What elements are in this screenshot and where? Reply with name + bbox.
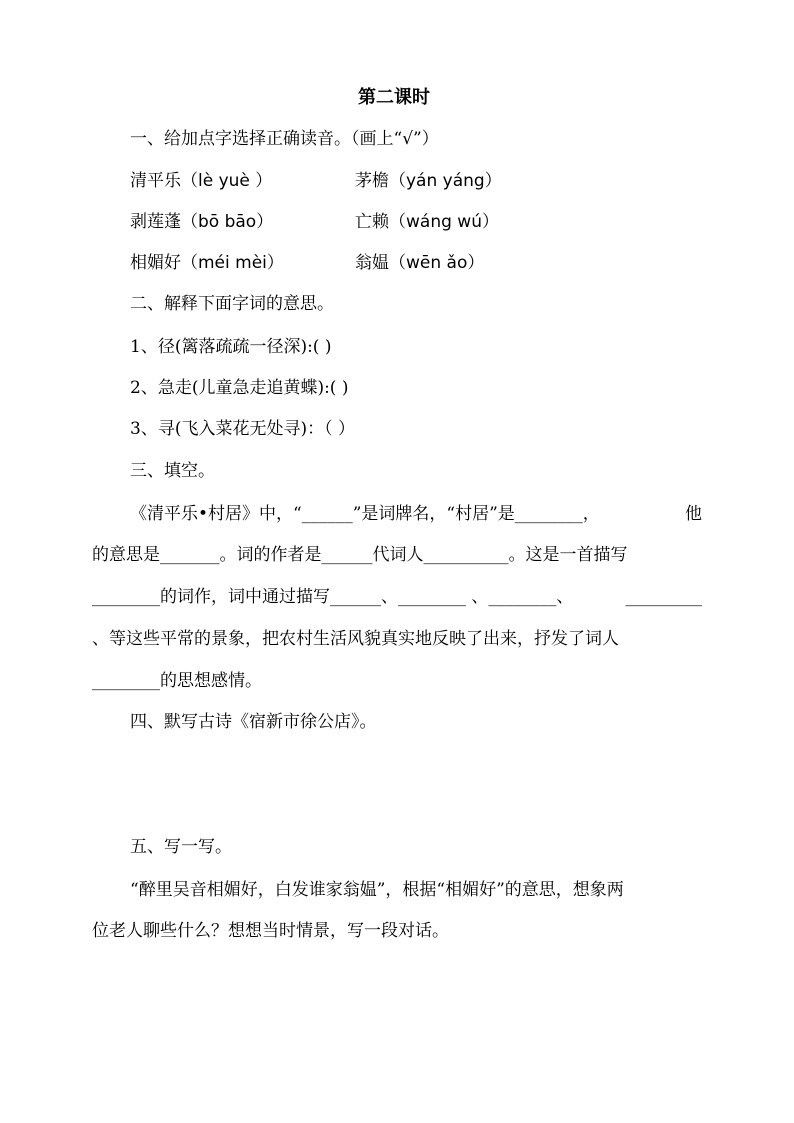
pinyin-item-word: 茅檐（yán yáng） — [355, 171, 502, 191]
pinyin-item-word: 翁媪（wēn ǎo） — [355, 253, 485, 273]
fill-blank-line: ________的词作，词中通过描写______、________ 、________、 _________ — [92, 587, 702, 607]
writing-prompt-line: 位老人聊些什么？想想当时情景，写一段对话。 — [92, 921, 449, 941]
section-5-heading: 五、写一写。 — [130, 837, 232, 857]
fill-blank-line: 的意思是_______。词的作者是______代词人__________。这是一首描写 — [92, 545, 628, 565]
fill-blank-line: 《清平乐•村居》中，“______”是词牌名，“村居”是________， 他 — [130, 504, 702, 524]
pinyin-item-word: 相媚好（méi mèi） — [130, 253, 284, 273]
section-3-heading: 三、填空。 — [130, 461, 215, 481]
page-title: 第二课时 — [358, 87, 430, 108]
section-1-heading: 一、给加点字选择正确读音。（画上“√”） — [130, 129, 439, 149]
definition-item: 3、寻(飞入菜花无处寻)：（ ） — [130, 419, 355, 439]
section-2-heading: 二、解释下面字词的意思。 — [130, 294, 334, 314]
pinyin-item-word: 剥莲蓬（bō bāo） — [130, 212, 274, 232]
pinyin-item-word: 清平乐（lè yuè ） — [130, 171, 273, 191]
fill-blank-line: 、等这些平常的景象，把农村生活风貌真实地反映了出来，抒发了词人 — [92, 629, 619, 649]
section-4-heading: 四、默写古诗《宿新市徐公店》。 — [130, 712, 377, 732]
pinyin-item-word: 亡赖（wáng wú） — [355, 212, 499, 232]
fill-blank-line: ________的思想感情。 — [92, 671, 262, 691]
writing-prompt-line: “醉里吴音相媚好，白发谁家翁媪”，根据“相媚好”的意思，想象两 — [130, 880, 624, 900]
definition-item: 1、径(篱落疏疏一径深):( ) — [130, 337, 332, 357]
definition-item: 2、急走(儿童急走追黄蝶):( ) — [130, 378, 349, 398]
